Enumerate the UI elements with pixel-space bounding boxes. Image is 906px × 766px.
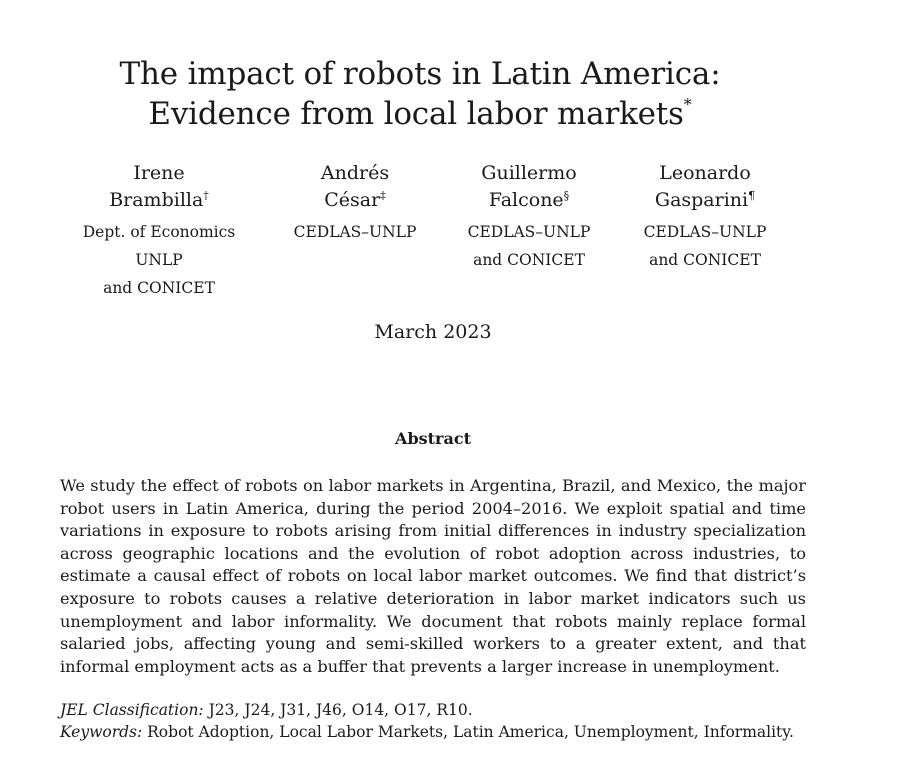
author-first-name: Guillermo [481, 162, 577, 184]
author-block-1 [64, 160, 254, 302]
affiliation-line: CEDLAS–UNLP [467, 223, 591, 241]
author-last-name-line [64, 187, 254, 214]
affiliation-line: and CONICET [103, 279, 215, 297]
author-affiliation [434, 218, 624, 274]
author-footnote-mark: ¶ [748, 189, 756, 202]
author-last-name: Gasparini [654, 189, 749, 211]
author-affiliation [260, 218, 450, 246]
keywords [60, 721, 820, 743]
affiliation-line: CEDLAS–UNLP [293, 223, 417, 241]
title-line-2-text: Evidence from local labor markets [148, 96, 684, 132]
author-last-name: César [324, 189, 381, 211]
jel-classification [60, 699, 820, 721]
keywords-label: Keywords: [60, 723, 143, 741]
abstract-heading: Abstract [395, 429, 471, 448]
author-affiliation [610, 218, 800, 274]
paper-title [0, 54, 840, 134]
author-block-2 [260, 160, 450, 246]
author-last-name-line [260, 187, 450, 214]
author-affiliation [64, 218, 254, 302]
title-footnote-mark: * [683, 95, 692, 114]
affiliation-line: Dept. of Economics [82, 223, 236, 241]
publication-date: March 2023 [374, 321, 492, 343]
author-name [64, 160, 254, 214]
author-block-4 [610, 160, 800, 274]
title-line-2 [0, 94, 840, 134]
affiliation-line: and CONICET [473, 251, 585, 269]
author-last-name: Falcone [488, 189, 564, 211]
author-last-name-line [434, 187, 624, 214]
author-footnote-mark: § [563, 189, 570, 202]
author-block-3 [434, 160, 624, 274]
title-line-1: The impact of robots in Latin America: [119, 56, 721, 92]
jel-codes: J23, J24, J31, J46, O14, O17, R10. [208, 701, 473, 719]
affiliation-line: CEDLAS–UNLP [643, 223, 767, 241]
author-footnote-mark: † [203, 189, 209, 202]
author-first-name: Irene [133, 162, 185, 184]
affiliation-line: and CONICET [649, 251, 761, 269]
author-first-name: Leonardo [659, 162, 751, 184]
affiliation-line: UNLP [135, 251, 183, 269]
author-name [260, 160, 450, 214]
keywords-list: Robot Adoption, Local Labor Markets, Latin America, Unemployment, Informality. [147, 723, 794, 741]
author-name [434, 160, 624, 214]
author-name [610, 160, 800, 214]
author-footnote-mark: ‡ [380, 189, 386, 202]
author-last-name: Brambilla [109, 189, 204, 211]
jel-label: JEL Classification: [60, 701, 204, 719]
author-first-name: Andrés [320, 162, 390, 184]
author-last-name-line [610, 187, 800, 214]
abstract-text: We study the effect of robots on labor markets in Argentina, Brazil, and Mexico, the major robot users in Latin America, during the period 2004–2016. We exploit spatial and time variations in exposure to robots arising from initial differences in industry specialization across geographic locations and the evolution of robot adoption across industries, to estimate a causal effect of robots on local labor market outcomes. We find that district’s exposure to robots causes a relative deterioration in labor market indicators such us unemployment and labor informality. We document that robots mainly replace formal salaried jobs, affecting young and semi-skilled workers to a greater extent, and that informal employment acts as a buffer that prevents a larger increase in unemployment. [60, 476, 806, 676]
